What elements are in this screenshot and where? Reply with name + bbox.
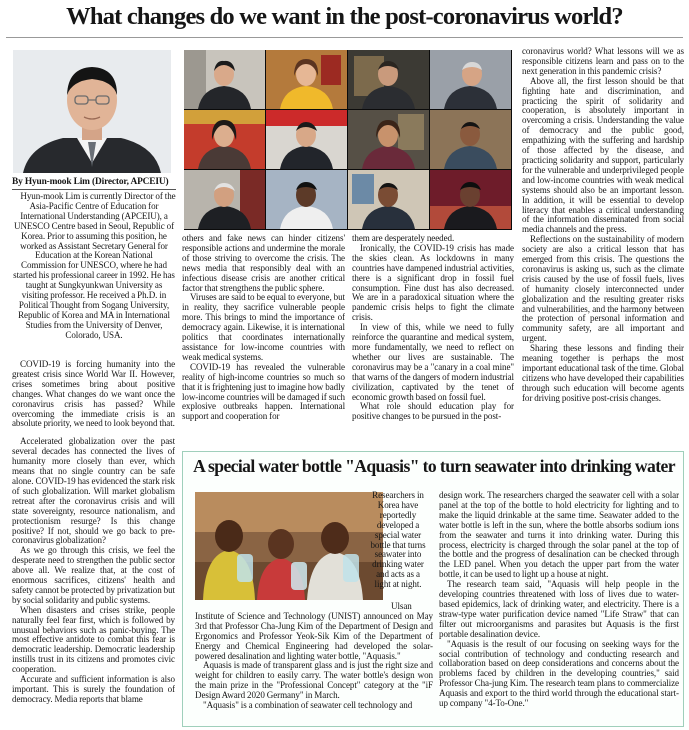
participant-tile	[430, 170, 511, 229]
participant-tile	[430, 50, 511, 109]
paragraph: As we go through this crisis, we feel the desperate need to strengthen the public sector above all. We realize that, at the cost of enormous sacrifices, citizens' health and safety cannot be protected by privatization but by social solidarity and public systems.	[12, 546, 175, 605]
paragraph: What role should education play for positive changes to be pursued in the post-	[352, 402, 514, 422]
aquasis-article-box	[182, 451, 684, 727]
paragraph: "Aquasis" is a combination of seawater cell technology and	[203, 701, 413, 711]
participant-tile	[184, 50, 265, 109]
paragraph: Ulsan Institute of Science and Technology (UNIST) announced on May 3rd that Professor Cha-Jung Kim of the Department of Design and Ergonomics and Professor Yeok-Sik Kim of the Department of Energy and Chemical Engineering had developed the solar-powered desalination and lighting water bottle, "Aquasis."	[195, 602, 433, 661]
participant-tile	[348, 110, 429, 169]
paragraph: Accurate and sufficient information is also important. This is surely the foundation of democracy. Media reports that blame	[12, 675, 175, 704]
paragraph: Reflections on the sustainability of modern society are also a critical lesson that has emerged from this crisis. The questions the coronavirus is asking us, such as the climate crisis caused by the use of fossil fuels, lives of humanity closely interconnected under globalization and the resulting greater risks and vulnerabilities, and the harmony between the protection of personal information and community safety, are all important and urgent.	[522, 235, 684, 344]
paragraph: coronavirus world? What lessons will we as responsible citizens learn and pass on to the next generation in this pandemic crisis?	[522, 47, 684, 76]
author-portrait	[13, 50, 171, 173]
participant-tile	[348, 50, 429, 109]
aquasis-column-right	[439, 491, 679, 727]
paragraph: Viruses are said to be equal to everyone, but in reality, they sacrifice vulnerable people more. This brings to mind the importance of democracy again. Likewise, it is international politics that coordinates internationally assistance for low-income countries with weak medical systems.	[182, 293, 345, 362]
article-column-4	[522, 47, 684, 447]
paragraph: In view of this, while we need to fully reinforce the quarantine and medical system, more fundamentally, we need to reflect on whether our lives are sustainable. The coronavirus may be a "canary in a coal mine" that warns of the dangers of modern industrial civilization, captivated by the tenet of economic growth based on fossil fuel.	[352, 323, 514, 402]
paragraph: Above all, the first lesson should be that fighting hate and discrimination, and practicing the spirit of solidarity and cooperation, is absolutely important in overcoming a crisis. Understanding the value of democracy and the public good, empathizing with the suffering and hardship of those affected by the disease, and practicing solidarity and support, particularly for the vulnerable and underprivileged people and low-income countries with weak medical systems should also be an important lesson. In addition, it will be essential to develop literacy that enables a critical understanding of the information disseminated from social media channels and the press.	[522, 76, 684, 235]
paragraph: "Aquasis is the result of our focusing on seeking ways for the social contribution of technology and conducting research and collaboration based on deep considerations and concerns about the problems faced by children in the developing countries," said Professor Cha-jung Kim. The research team plans to commercialize Aquasis and export to the third world through the educational start-up company "4-To-One."	[439, 639, 679, 709]
article-column-1	[12, 360, 175, 730]
paragraph: COVID-19 has revealed the vulnerable reality of high-income countries so much so that it is frightening just to imagine how badly low-income countries will be damaged if such explosive outbreaks happen. International support and cooperation for	[182, 362, 345, 422]
title-divider	[6, 37, 683, 38]
paragraph: others and fake news can hinder citizens' responsible actions and undermine the morale of those striving to overcome the crisis. The news media that responsibly deal with an infectious disease crisis are another critical factor that strengthens the public sphere.	[182, 234, 345, 293]
participant-tile	[266, 50, 347, 109]
paragraph: design work. The researchers charged the seawater cell with a solar panel at the top of the bottle to hold electricity for lighting and to make the liquid drinkable at the same time. Seawater added to the water bottle is left in the sun, where the bottle absorbs sodium ions from the seawater and turns it into drinking water. During this process, electricity is charged through the solar panel at the top of the bottle and the progress of desalination can be checked through the LED panel. When you detach the upper part from the water bottle, it can be used to light up a house at night.	[439, 491, 679, 580]
paragraph: When disasters and crises strike, people naturally feel fear first, which is followed by unusual behaviors such as panic-buying. The most effective antidote to combat this fear is democratic leadership. Democratic leadership instills trust in its citizens and promotes civic cooperation.	[12, 605, 175, 675]
aquasis-column-left	[195, 602, 433, 726]
participant-tile	[430, 110, 511, 169]
video-conference-photo	[184, 50, 512, 230]
participant-tile	[266, 110, 347, 169]
participant-tile	[184, 170, 265, 229]
children-with-bottles-photo	[195, 492, 383, 600]
paragraph: COVID-19 is forcing humanity into the greatest crisis since World War II. However, crises sometimes bring about positive changes. What changes do we want once the coronavirus crisis has passed? While overcoming the immediate crisis is an absolute priority, we need to look beyond that.	[12, 360, 175, 429]
byline: By Hyun-mook Lim (Director, APCEIU)	[12, 177, 169, 187]
article-column-3	[352, 234, 514, 446]
paragraph: Researchers in Korea have reportedly developed a special water bottle that turns seawater into drinking water and acts as a light at night.	[370, 491, 426, 590]
participant-tile	[348, 170, 429, 229]
aquasis-intro	[369, 491, 427, 603]
article-title: What changes do we want in the post-coronavirus world?	[66, 3, 623, 30]
byline-divider	[12, 189, 176, 190]
author-bio: Hyun-mook Lim is currently Director of the Asia-Pacific Centre of Education for International Understanding (APCEIU), a UNESCO Centre based in Seoul, Republic of Korea. Prior to assuming this position, he worked as Assistant Secretary General for Education at the Korean National Commission for UNESCO, where he had started his professional career in 1992. He has taught at Sungkyunkwan University as visiting professor. He received a Ph.D. in Political Thought from Sogang University, Republic of Korea and MA in International Studies from the University of Denver, Colorado, USA.	[13, 192, 176, 340]
participant-tile	[266, 170, 347, 229]
paragraph: them are desperately needed.	[352, 234, 455, 243]
paragraph: Aquasis is made of transparent glass and is just the right size and weight for children to easily carry. The water bottle's design won the main prize in the "Professional Concept" category at the "iF Design Award 2020 Germany" in March.	[195, 661, 433, 701]
paragraph: The research team said, "Aquasis will help people in the developing countries threatened with loss of lives due to water-based epidemics, lack of drinking water, and electricity. There is a straw-type water purification device named "Life Straw" that can filter out microorganisms and parasites but Aquasis is the first portable desalination device.	[439, 580, 679, 639]
aquasis-title: A special water bottle "Aquasis" to turn seawater into drinking water	[193, 456, 675, 476]
paragraph: Ironically, the COVID-19 crisis has made the skies clean. As lockdowns in many countries have dampened industrial activities, there is a significant drop in fossil fuel consumption. Fine dust has also decreased. We are in a paradoxical situation where the pandemic crisis helps to fight the climate crisis.	[352, 243, 514, 323]
paragraph: Sharing these lessons and finding their meaning together is perhaps the most important educational task of the time. Global citizens who have developed their capabilities through such education will become agents for driving positive post-crisis changes.	[522, 344, 684, 403]
participant-tile	[184, 110, 265, 169]
paragraph: Accelerated globalization over the past several decades has connected the lives of humanity more closely than ever, which means that no single country can be safe alone. COVID-19 has evidenced the stark risk of such globalization. Will market globalism retreat after the coronavirus crisis and will state sovereignty, resource nationalism, and protectionism resurge? Is this change positive? If not, should we go back to pre-coronavirus globalization?	[12, 437, 175, 546]
article-column-2	[182, 234, 345, 446]
